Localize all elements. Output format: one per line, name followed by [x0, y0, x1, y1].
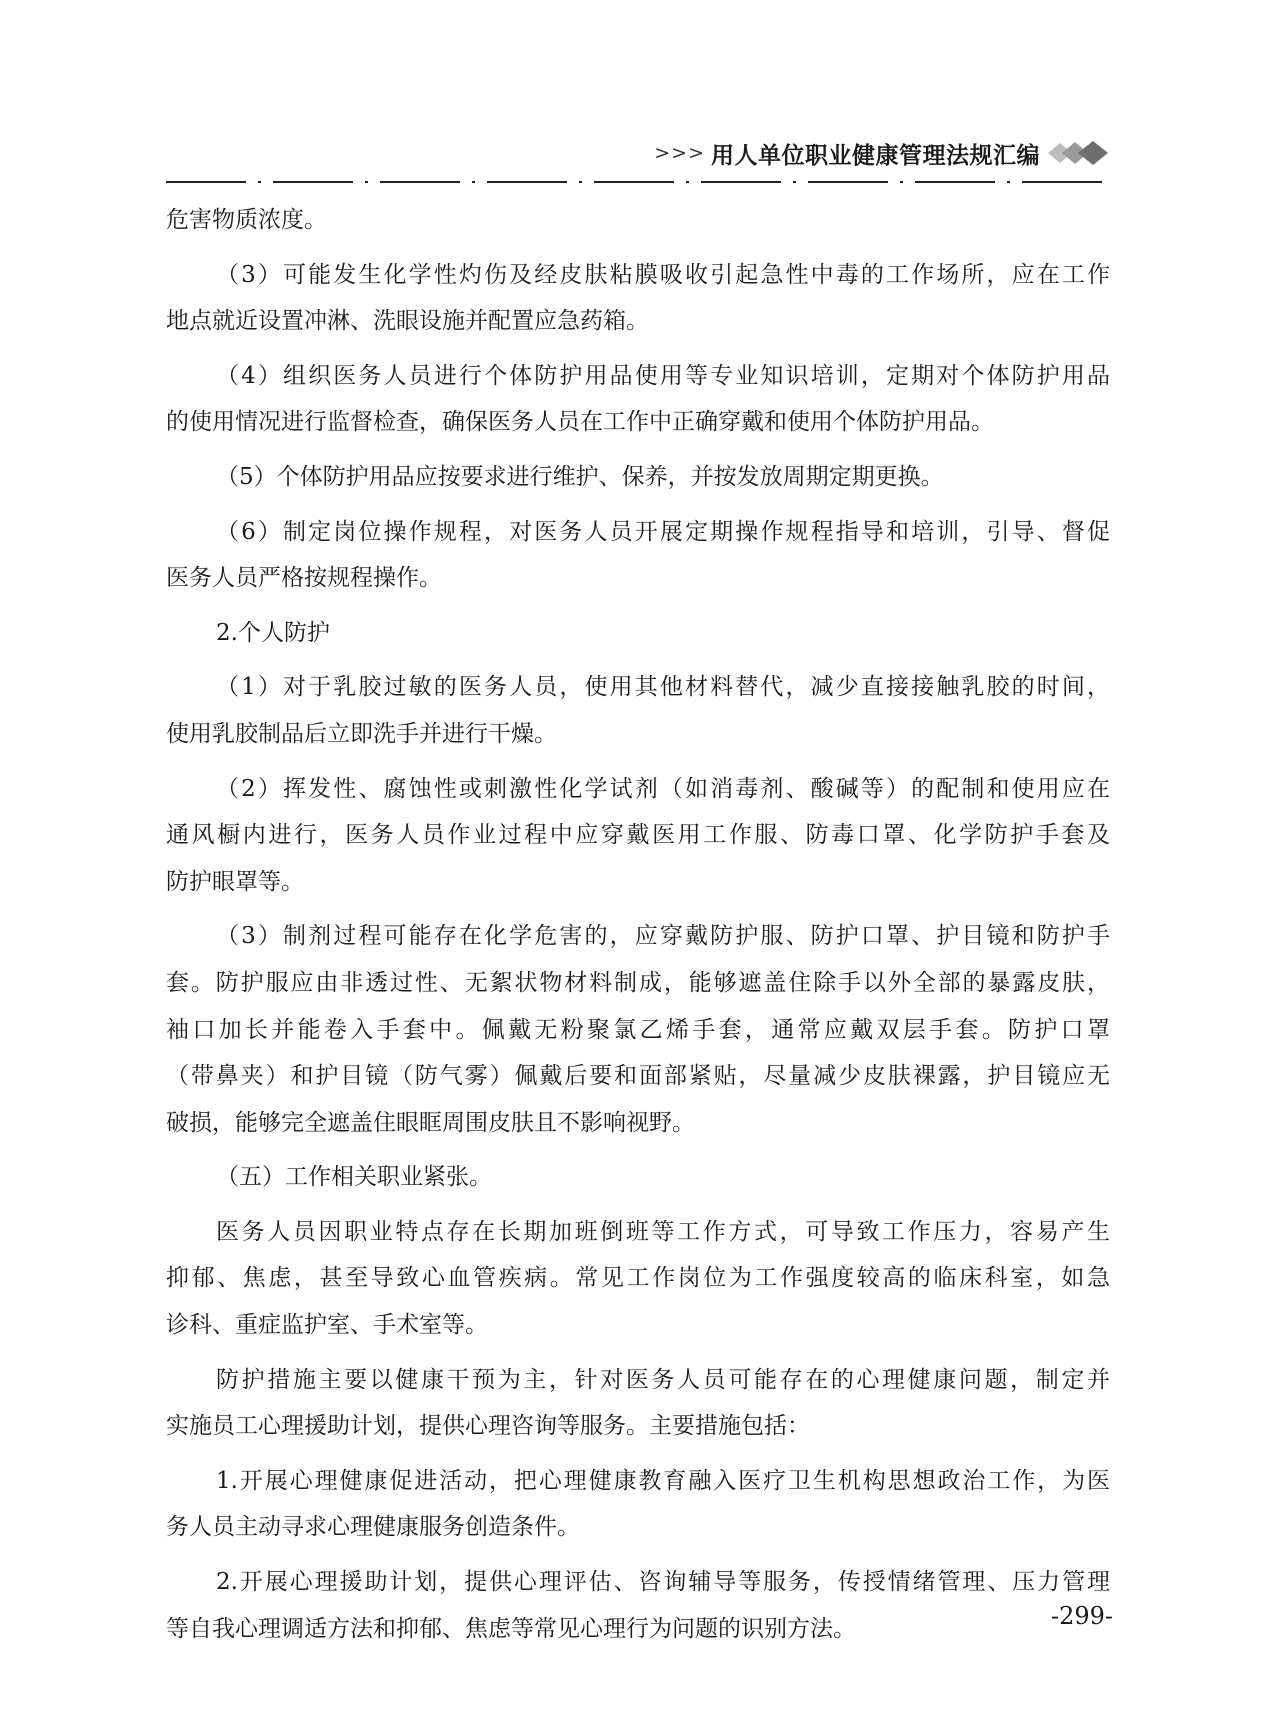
- text-line: 医务人员严格按规程操作。: [166, 565, 442, 592]
- diamond-ornament-icon: [1046, 140, 1110, 166]
- text-line: 危害物质浓度。: [166, 207, 327, 233]
- text-line: 2.开展心理援助计划，提供心理评估、咨询辅导等服务，传授情绪管理、压力管理: [216, 1569, 1110, 1596]
- text-line: 诊科、重症监护室、手术室等。: [166, 1312, 488, 1339]
- text-line: 地点就近设置冲淋、洗眼设施并配置应急药箱。: [166, 308, 649, 335]
- header-arrows: >>>: [654, 142, 705, 164]
- text-line: 防护眼罩等。: [166, 868, 304, 895]
- text-line: 通风橱内进行，医务人员作业过程中应穿戴医用工作服、防毒口罩、化学防护手套及: [166, 822, 1110, 849]
- text-line: 袖口加长并能卷入手套中。佩戴无粉聚氯乙烯手套，通常应戴双层手套。防护口罩: [166, 1016, 1110, 1043]
- text-line: （3）可能发生化学性灼伤及经皮肤粘膜吸收引起急性中毒的工作场所，应在工作: [216, 261, 1110, 288]
- text-line: 套。防护服应由非透过性、无絮状物材料制成，能够遮盖住除手以外全部的暴露皮肤，: [166, 969, 1110, 996]
- text-line: （5）个体防护用品应按要求进行维护、保养，并按发放周期定期更换。: [216, 463, 944, 490]
- text-line: 使用乳胶制品后立即洗手并进行干燥。: [166, 720, 557, 747]
- running-header: [166, 136, 1110, 170]
- text-line: 防护措施主要以健康干预为主，针对医务人员可能存在的心理健康问题，制定并: [216, 1366, 1110, 1393]
- text-line: 实施员工心理援助计划，提供心理咨询等服务。主要措施包括：: [166, 1413, 810, 1440]
- text-line: 医务人员因职业特点存在长期加班倒班等工作方式，可导致工作压力，容易产生: [216, 1218, 1110, 1245]
- page-number: -299-: [1050, 1602, 1113, 1630]
- text-line: （4）组织医务人员进行个体防护用品使用等专业知识培训，定期对个体防护用品: [216, 362, 1110, 389]
- page-body: [166, 197, 1110, 1652]
- text-line: 务人员主动寻求心理健康服务创造条件。: [166, 1514, 580, 1541]
- text-line: （带鼻夹）和护目镜（防气雾）佩戴后要和面部紧贴，尽量减少皮肤裸露，护目镜应无: [166, 1063, 1110, 1090]
- text-line: （6）制定岗位操作规程，对医务人员开展定期操作规程指导和培训，引导、督促: [216, 518, 1110, 545]
- text-line: 等自我心理调适方法和抑郁、焦虑等常见心理行为问题的识别方法。: [166, 1615, 856, 1642]
- text-line: 抑郁、焦虑，甚至导致心血管疾病。常见工作岗位为工作强度较高的临床科室，如急: [166, 1265, 1110, 1292]
- text-line: 2.个人防护: [216, 619, 330, 646]
- text-line: 1.开展心理健康促进活动，把心理健康教育融入医疗卫生机构思想政治工作，为医: [216, 1467, 1110, 1494]
- text-line: 破损，能够完全遮盖住眼眶周围皮肤且不影响视野。: [166, 1109, 695, 1136]
- text-line: 的使用情况进行监督检查，确保医务人员在工作中正确穿戴和使用个体防护用品。: [166, 409, 994, 436]
- text-line: （3）制剂过程可能存在化学危害的，应穿戴防护服、防护口罩、护目镜和防护手: [216, 923, 1110, 950]
- text-line: （1）对于乳胶过敏的医务人员，使用其他材料替代，减少直接接触乳胶的时间，: [216, 674, 1110, 701]
- text-line: （五）工作相关职业紧张。: [216, 1164, 492, 1191]
- header-title: 用人单位职业健康管理法规汇编: [711, 142, 1040, 169]
- header-rule: [166, 179, 1110, 185]
- text-line: （2）挥发性、腐蚀性或刺激性化学试剂（如消毒剂、酸碱等）的配制和使用应在: [216, 775, 1110, 802]
